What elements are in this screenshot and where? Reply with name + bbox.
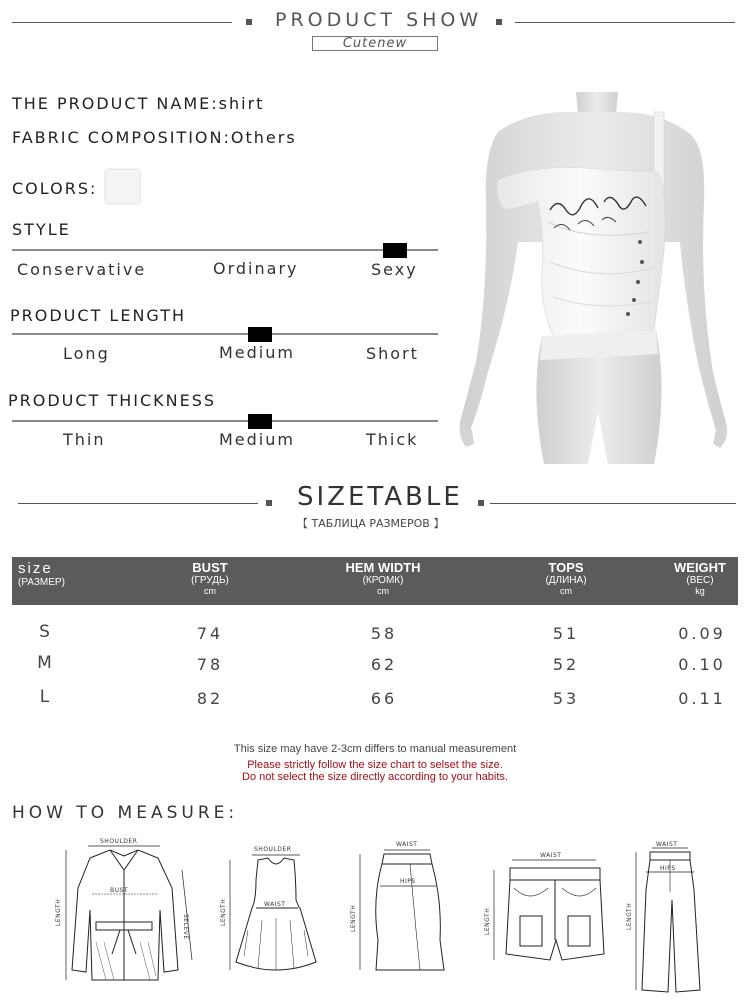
skirt-diagram: [360, 850, 444, 970]
size-warning-1: Please strictly follow the size chart to selset the size.: [247, 759, 503, 771]
header-rule-left: [12, 22, 232, 23]
cell-tops: 52: [552, 655, 580, 674]
cell-bust: 78: [196, 655, 224, 674]
col-weight: WEIGHT (ВЕС) kg: [674, 560, 726, 596]
label-length-3: LENGTH: [350, 904, 357, 932]
colors-label: COLORS:: [12, 179, 98, 198]
measurement-note: This size may have 2-3cm differs to manual measurement: [233, 743, 517, 755]
cell-bust: 82: [196, 689, 224, 708]
product-name: THE PRODUCT NAME:shirt: [12, 94, 265, 113]
header-rule-right: [515, 22, 735, 23]
label-length-4: LENGTH: [484, 907, 491, 935]
cell-size: M: [37, 653, 55, 673]
label-waist-2: WAIST: [396, 841, 418, 848]
length-label: PRODUCT LENGTH: [10, 306, 187, 325]
label-hips-2: HIPS: [660, 865, 676, 872]
length-option-medium: Medium: [219, 343, 295, 362]
sizetable-title: SIZETABLE: [297, 482, 463, 512]
col-size: size (РАЗМЕР): [18, 560, 65, 588]
cell-weight: 0.11: [678, 689, 726, 708]
col-tops: TOPS (ДЛИНА) cm: [545, 560, 587, 596]
length-marker: [248, 327, 272, 342]
product-photo: [458, 92, 730, 464]
cell-weight: 0.09: [678, 624, 726, 643]
label-waist-4: WAIST: [656, 841, 678, 848]
label-waist-1: WAIST: [264, 901, 286, 908]
col-bust: BUST (ГРУДЬ) cm: [191, 560, 229, 596]
cell-hem: 62: [370, 655, 398, 674]
measure-diagrams: [0, 830, 750, 998]
label-waist-3: WAIST: [540, 852, 562, 859]
page-title: PRODUCT SHOW: [275, 9, 483, 31]
brand-label: Cutenew: [312, 36, 438, 51]
fabric-composition: FABRIC COMPOSITION:Others: [12, 128, 297, 147]
thickness-option-thin: Thin: [63, 430, 106, 449]
thickness-option-thick: Thick: [366, 430, 419, 449]
sizetable-square-left: [266, 500, 272, 506]
label-shoulder-1: SHOULDER: [100, 838, 138, 845]
size-warning-2: Do not select the size directly according to your habits.: [242, 771, 508, 783]
cell-tops: 53: [552, 689, 580, 708]
style-option-ordinary: Ordinary: [213, 259, 299, 278]
style-marker: [383, 243, 407, 258]
header-square-right: [496, 19, 502, 25]
sizetable-subtitle: 【 ТАБЛИЦА РАЗМЕРОВ 】: [297, 517, 445, 530]
sizetable-rule-right: [490, 503, 736, 504]
label-length-1: LENGTH: [55, 898, 62, 926]
cell-size: L: [39, 687, 53, 707]
how-to-measure-title: HOW TO MEASURE:: [12, 803, 239, 823]
cell-hem: 58: [370, 624, 398, 643]
style-scale: [12, 249, 438, 251]
thickness-marker: [248, 414, 272, 429]
label-shoulder-2: SHOULDER: [254, 846, 292, 853]
style-option-sexy: Sexy: [371, 260, 418, 279]
cell-hem: 66: [370, 689, 398, 708]
sizetable-rule-left: [18, 503, 258, 504]
thickness-option-medium: Medium: [219, 430, 295, 449]
label-length-5: LENGTH: [626, 902, 633, 930]
cell-size: S: [39, 622, 53, 642]
col-hem-width: HEM WIDTH (КРОМК) cm: [345, 560, 421, 596]
style-option-conservative: Conservative: [17, 260, 147, 279]
jacket-diagram: [66, 846, 192, 980]
shorts-diagram: [494, 860, 604, 960]
sizetable-header: [12, 557, 738, 605]
label-bust: BUST: [110, 887, 128, 894]
header-square-left: [246, 19, 252, 25]
thickness-scale: [12, 420, 438, 422]
color-swatch-white[interactable]: [106, 170, 139, 203]
length-scale: [12, 333, 438, 335]
length-option-long: Long: [63, 344, 110, 363]
dress-diagram: [230, 855, 316, 970]
label-sleeve: SELEVE: [182, 914, 189, 940]
label-length-2: LENGTH: [220, 898, 227, 926]
sizetable-square-right: [478, 500, 484, 506]
length-option-short: Short: [366, 344, 419, 363]
thickness-label: PRODUCT THICKNESS: [8, 391, 216, 410]
cell-weight: 0.10: [678, 655, 726, 674]
style-label: STYLE: [12, 220, 71, 239]
cell-bust: 74: [196, 624, 224, 643]
cell-tops: 51: [552, 624, 580, 643]
label-hips-1: HIPS: [400, 878, 416, 885]
